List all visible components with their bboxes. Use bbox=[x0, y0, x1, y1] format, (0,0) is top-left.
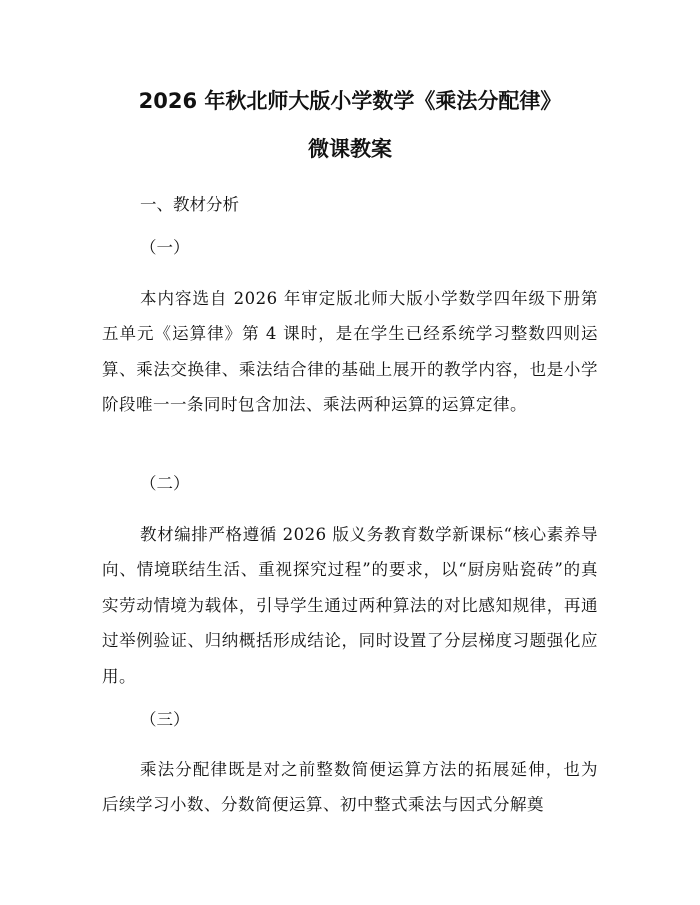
paragraph-2: 教材编排严格遵循 2026 版义务教育数学新课标“核心素养导向、情境联结生活、重视探究过程”的要求，以“厨房贴瓷砖”的真实劳动情境为载体，引导学生通过两种算法的对比感知规律，再通过举例验证、归纳概括形成结论，同时设置了分层梯度习题强化应用。 bbox=[102, 525, 598, 686]
subsection-label-2: （二） bbox=[140, 474, 190, 493]
section-heading-textbook-analysis: 一、教材分析 bbox=[140, 195, 239, 214]
paragraph-1: 本内容选自 2026 年审定版北师大版小学数学四年级下册第五单元《运算律》第 4 课时，是在学生已经系统学习整数四则运算、乘法交换律、乘法结合律的基础上展开的教学内容，也是小学阶段唯一一条同时包含加法、乘法两种运算的运算定律。 bbox=[102, 289, 598, 415]
paragraph-3: 乘法分配律既是对之前整数简便运算方法的拓展延伸，也为后续学习小数、分数简便运算、初中整式乘法与因式分解奠 bbox=[102, 760, 598, 815]
subsection-label-1: （一） bbox=[140, 238, 190, 257]
subsection-label-3: （三） bbox=[140, 710, 190, 729]
document-title-line2: 微课教案 bbox=[308, 137, 392, 161]
document-title-line1: 2026 年秋北师大版小学数学《乘法分配律》 bbox=[138, 89, 562, 113]
